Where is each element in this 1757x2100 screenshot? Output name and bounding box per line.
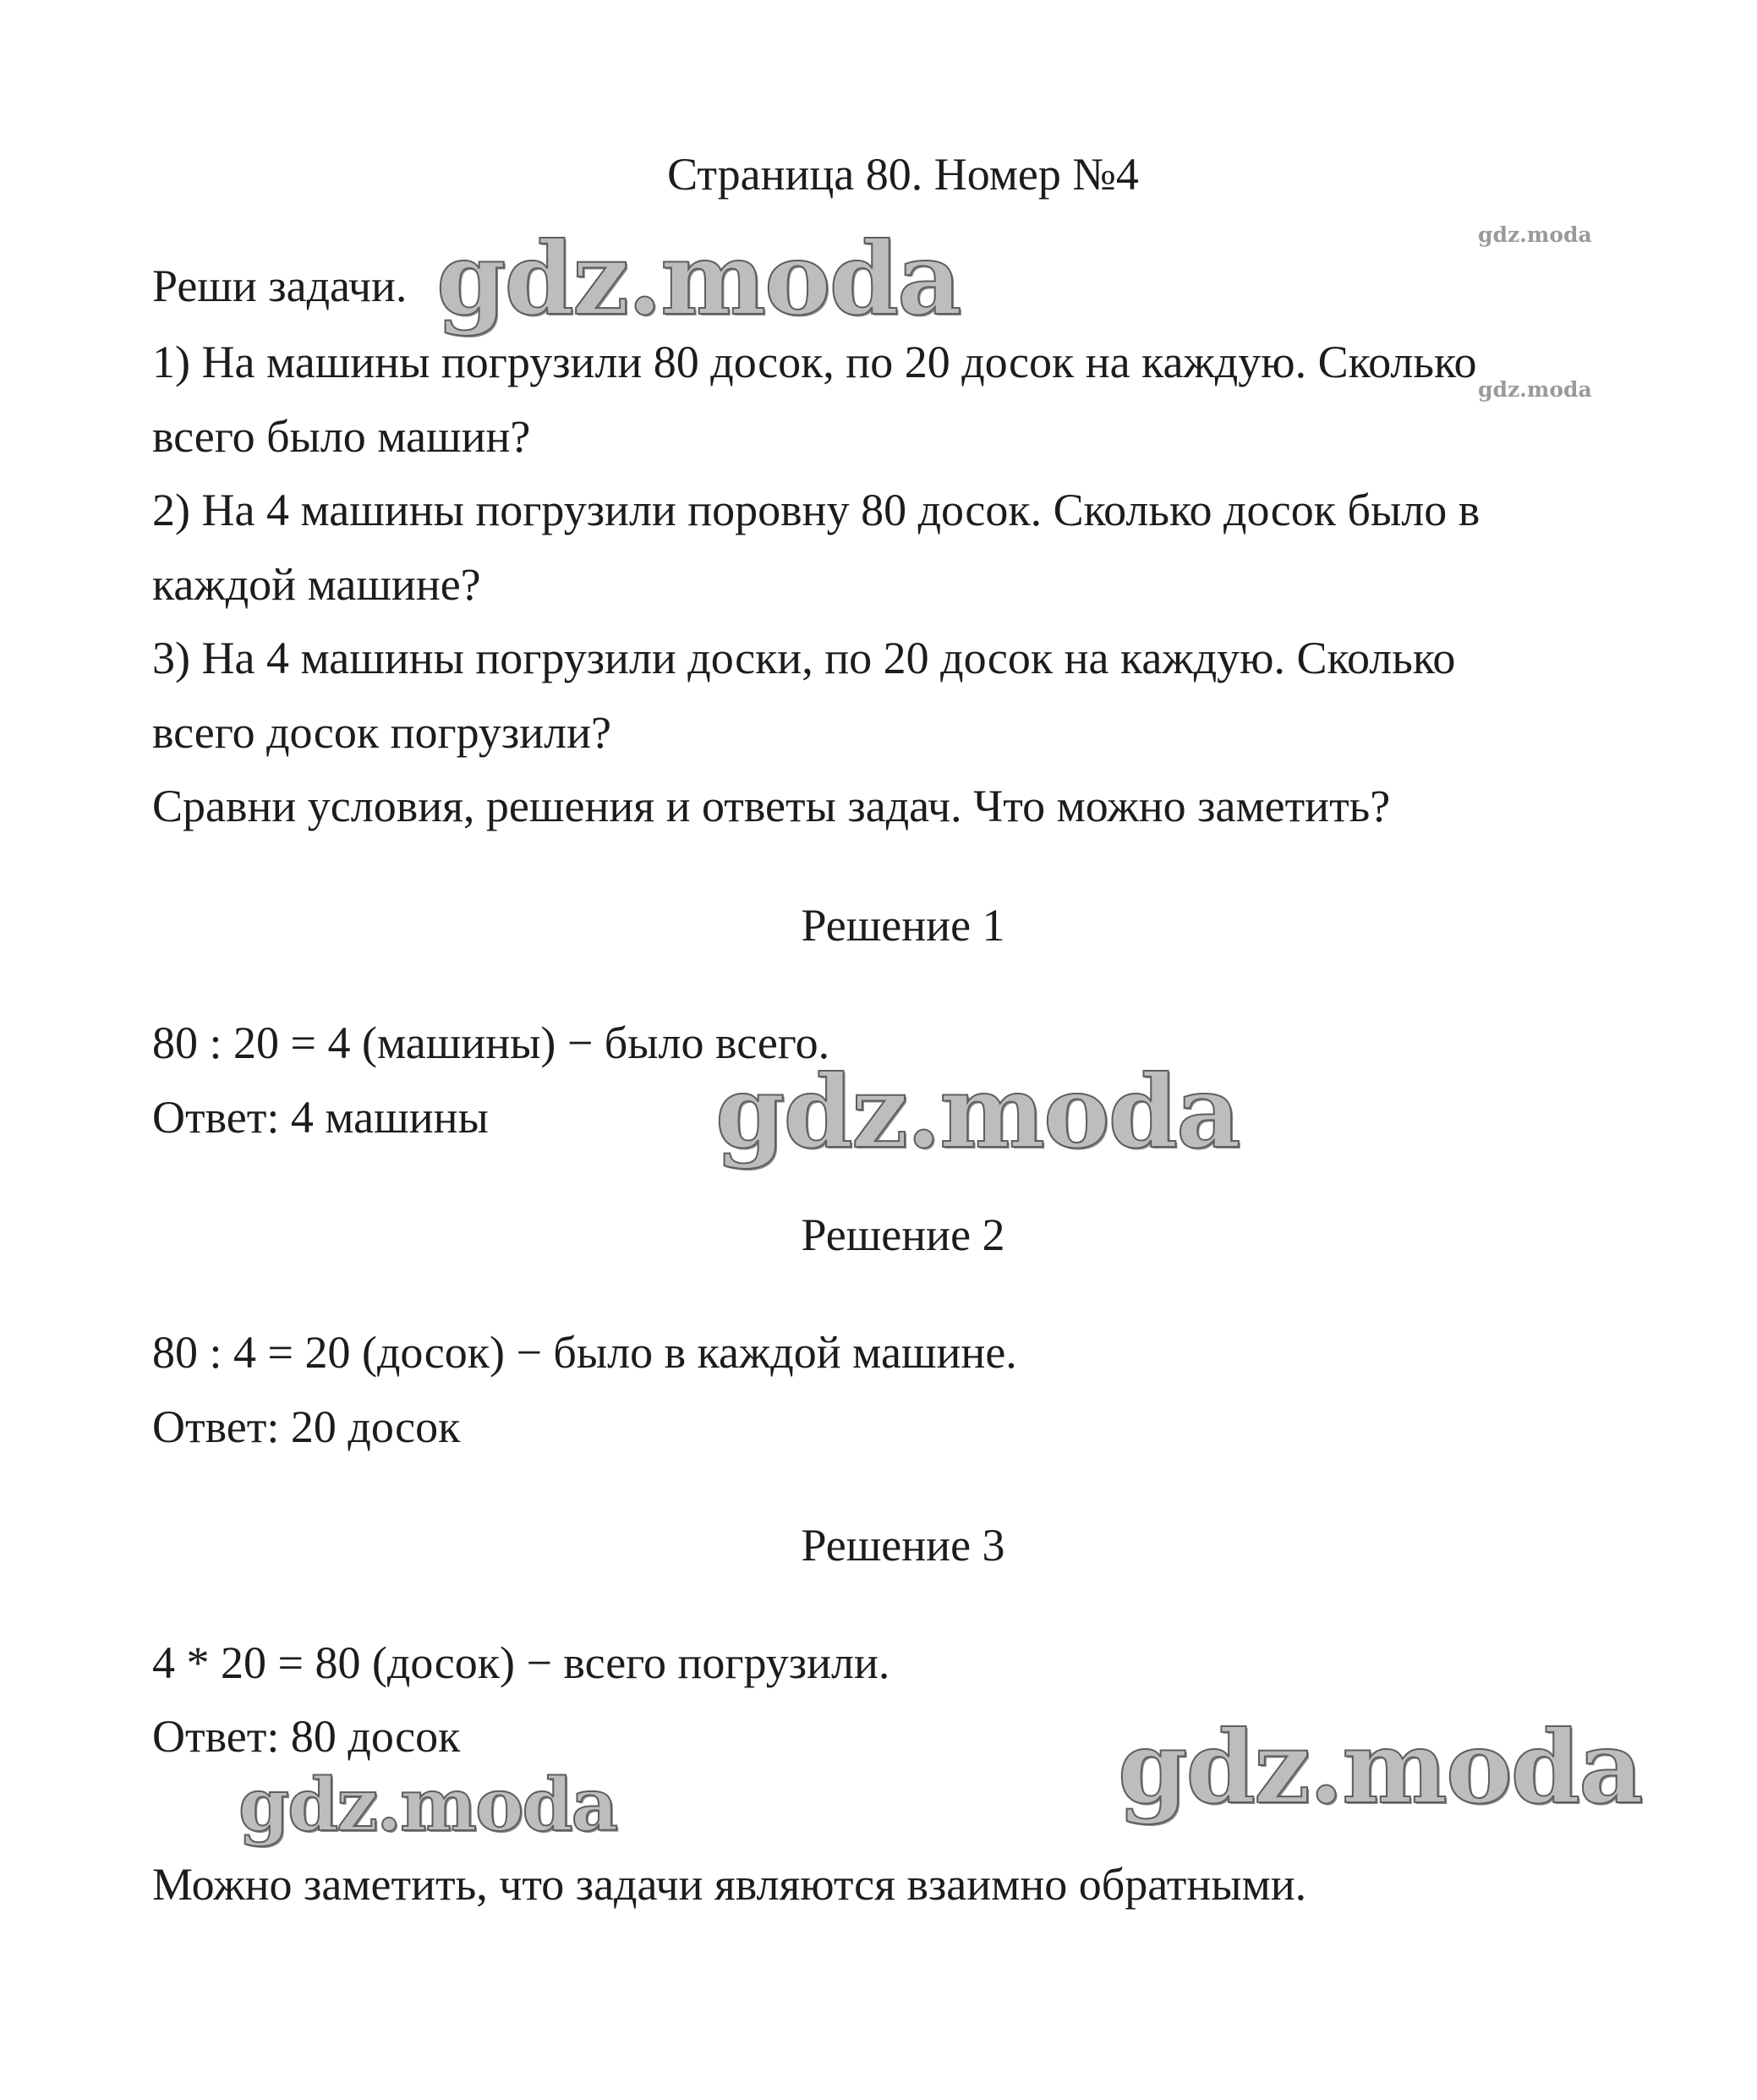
solution-1-equation: 80 : 20 = 4 (машины) − было всего. xyxy=(152,1017,830,1068)
task-line-4: каждой машине? xyxy=(152,559,481,610)
task-line-1: 1) На машины погрузили 80 досок, по 20 досок на каждую. Сколько xyxy=(152,337,1477,387)
solution-3-equation: 4 * 20 = 80 (досок) − всего погрузили. xyxy=(152,1637,890,1688)
task-line-2: всего было машин? xyxy=(152,411,531,462)
conclusion: Можно заметить, что задачи являются взаимно обратными. xyxy=(152,1859,1307,1910)
solution-2-heading: Решение 2 xyxy=(801,1209,1005,1260)
solution-3-answer: Ответ: 80 досок xyxy=(152,1711,461,1762)
task-intro: Реши задачи. xyxy=(152,260,408,311)
task-line-6: всего досок погрузили? xyxy=(152,707,611,758)
task-question: Сравни условия, решения и ответы задач. Что можно заметить? xyxy=(152,781,1391,831)
watermark-logo-small: gdz.moda xyxy=(1478,377,1592,402)
solution-1-answer: Ответ: 4 машины xyxy=(152,1092,489,1143)
watermark-logo-small: gdz.moda xyxy=(1478,222,1592,247)
watermark-logo: gdz.moda xyxy=(238,1763,617,1848)
watermark-logo: gdz.moda xyxy=(436,220,961,337)
solution-2-equation: 80 : 4 = 20 (досок) − было в каждой машине. xyxy=(152,1327,1017,1378)
solution-3-heading: Решение 3 xyxy=(801,1520,1005,1571)
solution-2-answer: Ответ: 20 досок xyxy=(152,1401,461,1452)
page-title: Страница 80. Номер №4 xyxy=(667,149,1139,200)
watermark-logo: gdz.moda xyxy=(715,1053,1240,1171)
task-line-5: 3) На 4 машины погрузили доски, по 20 досок на каждую. Сколько xyxy=(152,633,1456,683)
solution-1-heading: Решение 1 xyxy=(801,900,1005,951)
watermark-logo: gdz.moda xyxy=(1118,1708,1642,1826)
task-line-3: 2) На 4 машины погрузили поровну 80 досок. Сколько досок было в xyxy=(152,485,1481,535)
